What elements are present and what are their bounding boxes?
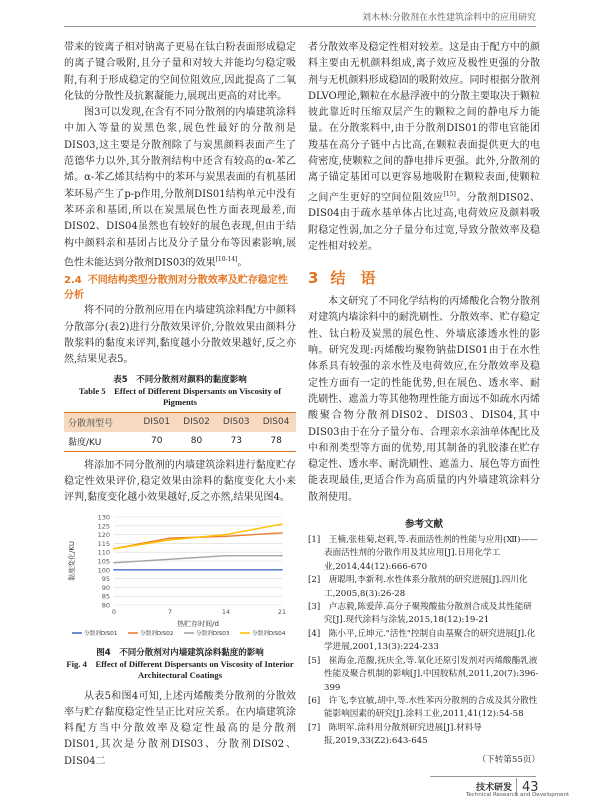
- page-footer: [0, 776, 600, 808]
- citation: [15]: [443, 190, 456, 198]
- y-tick-label: 115: [97, 539, 110, 548]
- table-cell: 73: [216, 432, 256, 452]
- viscosity-table: [64, 412, 296, 452]
- data-point: [225, 554, 227, 556]
- y-tick-label: 110: [97, 548, 110, 557]
- data-point: [281, 523, 283, 525]
- journal-section: 技术研发: [476, 783, 513, 793]
- data-point: [169, 537, 171, 539]
- section-heading: [64, 273, 296, 303]
- running-title: 刘木林:分散剂在水性建筑涂料中的应用研究: [361, 13, 536, 23]
- section-heading: [308, 267, 540, 288]
- table-header-cell: DIS02: [177, 412, 217, 432]
- paragraph: 将添加不同分散剂的内墙建筑涂料进行黏度贮存稳定性效果评价,稳定效果由涂料的黏度变化大小来评判,黏度变化越小效果越好,反之亦然,结果见图4。: [64, 459, 296, 504]
- paragraph: 从表5和图4可知,上述丙烯酸类分散剂的分散效率与贮存黏度稳定性呈正比对应关系。在内墙建筑涂料配方当中分散效率及稳定性最高的是分散剂DIS01,其次是分散剂DIS03、分散剂DIS02、DIS04二: [64, 690, 296, 767]
- section-number: 3: [308, 269, 319, 288]
- paragraph: [64, 105, 296, 271]
- series-line: [114, 555, 282, 562]
- table-cell: 70: [137, 432, 177, 452]
- section-number: 2.4: [64, 275, 82, 287]
- table-caption-en: Table 5 Effect of Different Dispersants on Viscosity of Pigments: [78, 385, 282, 407]
- reference-item: [6] 许飞,李宜敏,胡中,等.水性苯丙分散剂的合成及其分散性能影响因素的研究[J].涂料工业,2011,41(12):54-58: [308, 695, 538, 720]
- data-point: [169, 558, 171, 560]
- table-cell: 78: [256, 432, 296, 452]
- legend-label: 分散剂DIS01: [84, 630, 118, 637]
- y-tick-label: 90: [101, 583, 110, 592]
- data-point: [225, 535, 227, 537]
- paragraph-text: 图3可以发现,在含有不同分散剂的内墙建筑涂料中加入等量的炭黑色浆,展色性最好的分散剂是DIS03,这主要是分散剂除了与炭黑颜料表面产生了范德华力以外,其分散剂结构中还含有较高的α-苯乙烯。α-苯乙烯其结构中的苯环与炭黑表面的有机基团苯环易产生了p-p作用,分散剂DIS01结构单元中没有苯环亲和基团,所以在炭黑展色性方面表现最差,而DIS02、DIS04虽然也有较好的展色表现,但由于结构中颜料亲和基团占比及分子量分布等因素影响,展色性未能达到分散剂DIS03的效果: [64, 107, 296, 269]
- reference-item: [7] 陈明军.涂料用分散剂研究进展[J].材料导报,2019,33(Z2):643-645: [308, 722, 482, 747]
- data-point: [169, 539, 171, 541]
- table-header-cell: DIS03: [216, 412, 256, 432]
- y-axis-label: 黏度变化/KU: [68, 540, 76, 581]
- table-cell: 黏度/KU: [64, 432, 137, 452]
- x-tick-label: 14: [221, 607, 231, 616]
- header-rule: [64, 26, 536, 27]
- reference-item: [4] 陈小平,丘坤元."活性"控制自由基聚合的研究进展[J].化学进展,2001,13(3):224-233: [308, 628, 536, 653]
- reference-item: [1] 王楠,张桂菊,赵莉,等.表面活性剂的性能与应用(Ⅻ)——表面活性剂的分散作用及其应用[J].日用化学工业,2014,44(12):666-670: [308, 535, 538, 572]
- footer-rule: [430, 776, 536, 777]
- y-tick-label: 85: [101, 592, 110, 601]
- y-tick-label: 120: [97, 530, 110, 539]
- citation: [10-14]: [215, 255, 238, 263]
- table-cell: 80: [177, 432, 217, 452]
- table-header-cell: DIS01: [137, 412, 177, 432]
- series-line: [114, 524, 282, 549]
- data-point: [281, 532, 283, 534]
- references-list: [308, 534, 540, 749]
- right-column: [308, 40, 540, 765]
- paragraph: 将不同的分散剂应用在内墙建筑涂料配方中颜料分散部分(表2)进行分散效果评价,分散效果由颜料分散浆料的黏度来评判,黏度越小分散效果越好,反之亦然,结果见表5。: [64, 305, 296, 366]
- paragraph-text: 者分散效率及稳定性相对较差。这是由于配方中的颜料主要由无机颜料组成,离子效应及极性更强的分散剂与无机颜料形成稳固的吸附效应。同时根据分散剂DLVO理论,颗粒在水悬浮液中的分散主要取决于颗粒彼此靠近时压缩双层产生的颗粒之间的静电斥力能量。在分散浆料中,由于分散剂DIS01的带电官能团羧基在高分子链中占比高,在颗粒表面提供更大的电荷密度,使颗粒之间的静电排斥更强。此外,分散剂的离子锚定基团可以更容易地吸附在颗粒表面,使颗粒之间产生更好的空间位阻效应: [308, 42, 540, 203]
- legend-label: 分散剂DIS04: [252, 630, 286, 637]
- section-title: 不同结构类型分散剂对分散效率及贮存稳定性分析: [64, 275, 288, 302]
- paragraph-end: 。: [237, 257, 248, 269]
- references-title: 参考文献: [404, 519, 443, 531]
- table-header-row: [64, 412, 296, 432]
- y-tick-label: 80: [101, 601, 110, 610]
- data-point: [113, 562, 115, 564]
- data-point: [225, 533, 227, 535]
- series-line: [114, 532, 282, 548]
- x-tick-label: 7: [167, 607, 173, 616]
- section-title: 结 语: [330, 269, 376, 288]
- figure-caption-en: Fig. 4 Effect of Different Dispersants on Viscosity of Interior Architectural Coatings: [66, 658, 294, 680]
- reference-item: [3] 卢志毅,陈爱萍.高分子聚羧酸盐分散剂合成及其性能研究[J].现代涂料与涂装,2015,18(12):19-21: [308, 602, 532, 626]
- page-number: 43: [522, 780, 539, 795]
- data-point: [281, 569, 283, 571]
- figure-4-chart: [64, 511, 296, 644]
- table-5: [64, 375, 296, 452]
- data-point: [113, 547, 115, 549]
- table-row: [64, 432, 296, 452]
- page-number-divider: [516, 778, 517, 796]
- table-caption-cn: 表5 不同分散剂对颜料的黏度影响: [113, 374, 247, 385]
- y-tick-label: 105: [97, 557, 110, 566]
- x-tick-label: 0: [111, 607, 117, 616]
- x-axis-label: 热贮存时间/d: [177, 619, 219, 628]
- table-header-cell: DIS04: [256, 412, 296, 432]
- paragraph: 本文研究了不同化学结构的丙烯酸化合物分散剂对建筑内墙涂料中的耐洗刷性、分散效率、贮存稳定性、钛白粉及炭黑的展色性、外墙底漆透水性的影响。研究发现:丙烯酸均聚物钠盐DIS01由于在水性体系具有较强的亲水性及电荷效应,在分散效率及稳定性方面有一定的性能优势,但在展色、透水率、耐洗刷性、遮盖力等其他物理性能方面远不如疏水丙烯酸聚合物分散剂DIS02、DIS03、DIS04,其中DIS03由于在分子量分布、合理亲水亲油单体配比及中和剂类型等方面的优势,用其制备的乳胶漆在贮存稳定性、透水率、耐洗刷性、遮盖力、展色等方面性能表现最佳,更适合作为高质量的内外墙建筑涂料分散剂使用。: [308, 296, 540, 503]
- figure-caption-cn: 图4 不同分散剂对内墙建筑涂料黏度的影响: [96, 647, 264, 658]
- y-tick-label: 130: [97, 513, 110, 522]
- x-tick-label: 21: [277, 607, 287, 616]
- reference-item: [2] 唐聪明,李新利.水性体系分散剂的研究进展[J].四川化工,2005,8(3):26-28: [308, 575, 528, 599]
- data-point: [225, 569, 227, 571]
- line-chart: [64, 511, 296, 644]
- legend-label: 分散剂DIS02: [140, 630, 174, 637]
- paragraph: 带来的铵离子相对钠离子更易在钛白粉表面形成稳定的离子键合吸附,且分子量和对较大并能均匀稳定吸附,有利于形成稳定的空间位阻效应,因此提高了二氧化钛的分散性及抗絮凝能力,展现出更高的对比率。: [64, 42, 296, 102]
- y-tick-label: 95: [101, 574, 110, 583]
- page-header: [0, 0, 600, 40]
- left-column: [64, 40, 296, 770]
- data-point: [113, 569, 115, 571]
- journal-section-en: Technical Research and Development: [466, 792, 570, 798]
- paragraph: [308, 40, 540, 255]
- y-tick-label: 125: [97, 521, 110, 530]
- paragraph-end: 。分散剂DIS02、DIS04由于疏水基单体占比过高,电荷效应及颜料吸附稳定性弱,加之分子量分布过宽,导致分散效率及稳定性相对较差。: [308, 192, 540, 252]
- data-point: [281, 554, 283, 556]
- legend-label: 分散剂DIS03: [196, 630, 230, 637]
- reference-item: [5] 崔海金,范馥,抚庆全,等.氧化还原引发剂对丙烯酸酯乳液性能及聚合机制的影响[J].中国胶粘剂,2011,20(7):396-399: [308, 655, 539, 693]
- continued-note: （下转第55页）: [477, 754, 540, 765]
- table-header-cell: 分散剂型号: [64, 412, 137, 432]
- data-point: [169, 569, 171, 571]
- y-tick-label: 100: [97, 565, 110, 574]
